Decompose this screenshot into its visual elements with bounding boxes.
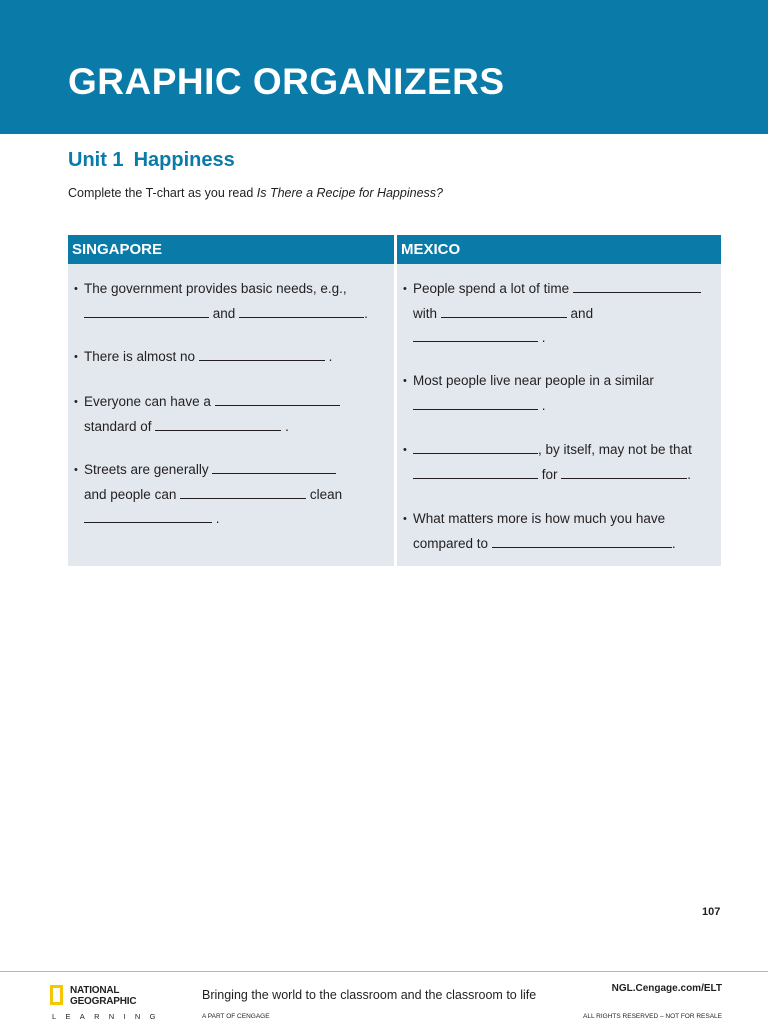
answer-blank[interactable] <box>441 303 567 318</box>
item-text: compared to <box>413 535 489 551</box>
item-text: for <box>541 466 558 482</box>
item-line: The government provides basic needs, e.g., <box>84 281 347 296</box>
column-heading-singapore: SINGAPORE <box>68 235 394 264</box>
item-line <box>68 415 388 440</box>
item-line <box>68 390 388 415</box>
footer-tagline: Bringing the world to the classroom and the classroom to life <box>202 988 537 1002</box>
instruction-lead: Complete the T-chart as you read <box>68 186 257 200</box>
bullet: • <box>74 464 78 476</box>
answer-blank[interactable] <box>215 391 340 406</box>
list-item <box>397 507 717 556</box>
bullet: • <box>403 513 407 525</box>
item-text: and <box>570 305 594 321</box>
item-text: . <box>541 330 546 345</box>
item-line: What matters more is how much you have <box>413 511 666 526</box>
item-text: . <box>671 535 676 551</box>
answer-blank[interactable] <box>413 464 538 479</box>
bullet: • <box>403 375 407 387</box>
answer-blank[interactable] <box>573 278 701 293</box>
item-text: . <box>541 397 546 413</box>
answer-blank[interactable] <box>413 395 538 410</box>
answer-blank[interactable] <box>155 416 281 431</box>
unit-name: Happiness <box>133 149 235 171</box>
instruction-text <box>68 184 443 202</box>
item-text: . <box>285 418 289 434</box>
item-text: with <box>413 305 438 321</box>
item-line <box>68 345 388 370</box>
item-line <box>397 302 717 327</box>
item-line <box>397 532 717 557</box>
column-heading-mexico: MEXICO <box>397 235 721 264</box>
reading-title: Is There a Recipe for Happiness? <box>256 186 443 200</box>
logo-text-learning: LEARNING <box>52 1012 165 1021</box>
list-item <box>397 369 717 418</box>
header-band <box>0 0 768 134</box>
item-text: Everyone can have a <box>84 394 211 409</box>
t-chart <box>68 235 721 566</box>
answer-blank[interactable] <box>492 533 672 548</box>
item-line: Most people live near people in a similar <box>413 373 654 388</box>
logo-text-geographic: GEOGRAPHIC <box>70 996 137 1007</box>
answer-blank[interactable] <box>239 303 364 318</box>
bullet: • <box>403 283 407 295</box>
answer-blank[interactable] <box>84 508 212 523</box>
item-line <box>68 302 388 327</box>
item-line <box>397 394 717 419</box>
item-line <box>68 507 388 532</box>
list-item <box>68 345 388 370</box>
item-text: . <box>364 305 368 321</box>
footer-divider <box>0 971 768 972</box>
answer-blank[interactable] <box>180 484 306 499</box>
bullet: • <box>74 396 78 408</box>
item-text: and <box>212 305 236 321</box>
list-item <box>68 390 388 439</box>
bullet: • <box>74 351 78 363</box>
list-item <box>397 438 717 487</box>
item-text: People spend a lot of time <box>413 281 570 296</box>
item-line <box>397 277 717 302</box>
answer-blank[interactable] <box>413 327 538 342</box>
item-text: . <box>687 466 692 482</box>
item-line <box>397 438 717 463</box>
footer-cengage: A PART OF CENGAGE <box>202 1013 270 1020</box>
answer-blank[interactable] <box>199 346 325 361</box>
item-text: Streets are generally <box>84 462 209 477</box>
item-line <box>397 326 717 351</box>
answer-blank[interactable] <box>561 464 687 479</box>
unit-label: Unit 1 <box>68 149 124 171</box>
bullet: • <box>403 444 407 456</box>
item-text: , by itself, may not be that <box>538 442 692 457</box>
footer-url: NGL.Cengage.com/ELT <box>611 983 722 994</box>
national-geographic-logo-icon <box>50 985 63 1005</box>
page-title: GRAPHIC ORGANIZERS <box>68 61 505 102</box>
item-line <box>68 483 388 508</box>
list-item <box>68 277 388 326</box>
answer-blank[interactable] <box>84 303 209 318</box>
item-line <box>397 463 717 488</box>
item-text: . <box>215 511 220 526</box>
t-chart-column-singapore <box>68 235 394 566</box>
answer-blank[interactable] <box>212 459 336 474</box>
item-text: and people can <box>84 486 177 502</box>
item-line <box>68 458 388 483</box>
list-item <box>68 458 388 532</box>
footer-rights: ALL RIGHTS RESERVED – NOT FOR RESALE <box>583 1013 722 1020</box>
item-text: standard of <box>84 418 152 434</box>
item-text: There is almost no <box>84 349 196 364</box>
item-text: . <box>328 349 333 364</box>
logo-text-national: NATIONAL <box>70 985 120 996</box>
item-text: clean <box>309 486 343 502</box>
unit-title <box>68 146 235 174</box>
answer-blank[interactable] <box>413 439 538 454</box>
t-chart-column-mexico <box>397 235 721 566</box>
bullet: • <box>74 283 78 295</box>
list-item <box>397 277 717 351</box>
page-number: 107 <box>702 906 721 918</box>
